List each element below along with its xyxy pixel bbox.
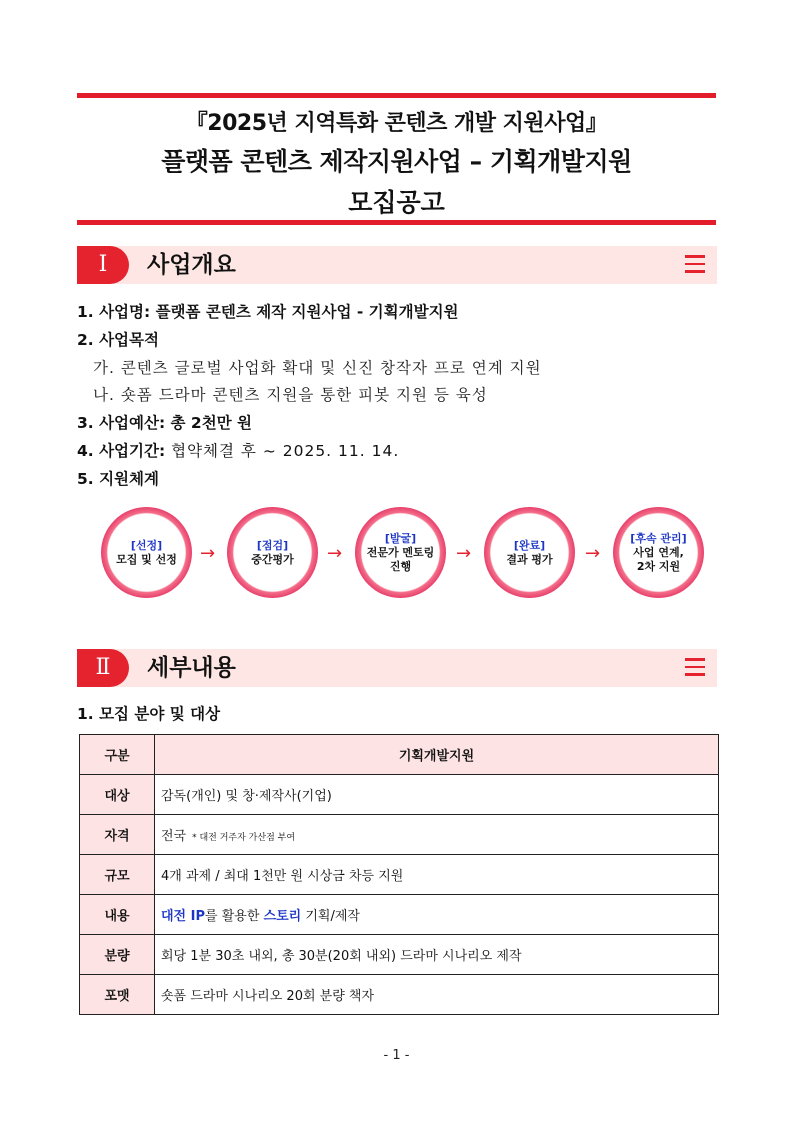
page-number: - 1 - — [383, 1048, 410, 1063]
table-row: 분량 회당 1분 30초 내외, 총 30분(20회 내외) 드라마 시나리오 제작 — [80, 935, 719, 975]
table-header-label: 구분 — [80, 735, 155, 775]
purpose-item-1: 가. 콘텐츠 글로벌 사업화 확대 및 신진 창작자 프로 연계 지원 — [93, 359, 542, 377]
overview-item-2: 2. 사업목적 — [77, 331, 159, 349]
arrow-right-icon: → — [327, 543, 343, 564]
top-red-rule — [77, 93, 716, 98]
section-2-header — [77, 649, 717, 687]
purpose-item-2: 나. 숏폼 드라마 콘텐츠 지원을 통한 피봇 지원 등 육성 — [93, 386, 488, 404]
table-header-value: 기획개발지원 — [155, 735, 719, 775]
title-line-2: 플랫폼 콘텐츠 제작지원사업 – 기획개발지원 — [161, 147, 632, 176]
overview-item-1: 1. 사업명: 플랫폼 콘텐츠 제작 지원사업 - 기획개발지원 — [77, 303, 459, 321]
table-row: 내용 대전 IP를 활용한 스토리 기획/제작 — [80, 895, 719, 935]
title-line-3: 모집공고 — [348, 188, 445, 217]
section-1-title: 사업개요 — [147, 252, 236, 278]
table-row: 포맷 숏폼 드라마 시나리오 20회 분량 책자 — [80, 975, 719, 1015]
flow-step-discovery: [발굴] 전문가 멘토링 진행 — [355, 507, 446, 598]
title-line-1: 『2025년 지역특화 콘텐츠 개발 지원사업』 — [185, 111, 608, 136]
flow-step-follow-up: [후속 관리] 사업 연계, 2차 지원 — [613, 507, 704, 598]
table-row: 자격 전국 * 대전 거주자 가산점 부여 — [80, 815, 719, 855]
overview-item-3: 3. 사업예산: 총 2천만 원 — [77, 414, 253, 432]
recruitment-table — [79, 734, 719, 1015]
overview-item-4: 4. 사업기간: 협약체결 후 ~ 2025. 11. 14. — [77, 442, 400, 460]
table-header-row — [80, 735, 719, 775]
section-2-title: 세부내용 — [147, 655, 236, 681]
menu-icon — [685, 658, 705, 678]
bonus-note: * 대전 거주자 가산점 부여 — [192, 833, 296, 843]
flow-step-completion: [완료] 결과 평가 — [484, 507, 575, 598]
table-row: 대상 감독(개인) 및 창·제작사(기업) — [80, 775, 719, 815]
section-1-header — [77, 246, 717, 284]
arrow-right-icon: → — [200, 543, 216, 564]
menu-icon — [685, 255, 705, 275]
table-row: 규모 4개 과제 / 최대 1천만 원 시상금 차등 지원 — [80, 855, 719, 895]
flow-step-review: [점검] 중간평가 — [227, 507, 318, 598]
arrow-right-icon: → — [456, 543, 472, 564]
arrow-right-icon: → — [585, 543, 601, 564]
bottom-red-rule — [77, 220, 716, 225]
details-subheading: 1. 모집 분야 및 대상 — [77, 705, 221, 723]
section-1-numeral: Ⅰ — [77, 246, 129, 284]
flow-step-selection: [선정] 모집 및 선정 — [101, 507, 192, 598]
overview-item-5: 5. 지원체계 — [77, 470, 159, 488]
section-2-numeral: Ⅱ — [77, 649, 129, 687]
